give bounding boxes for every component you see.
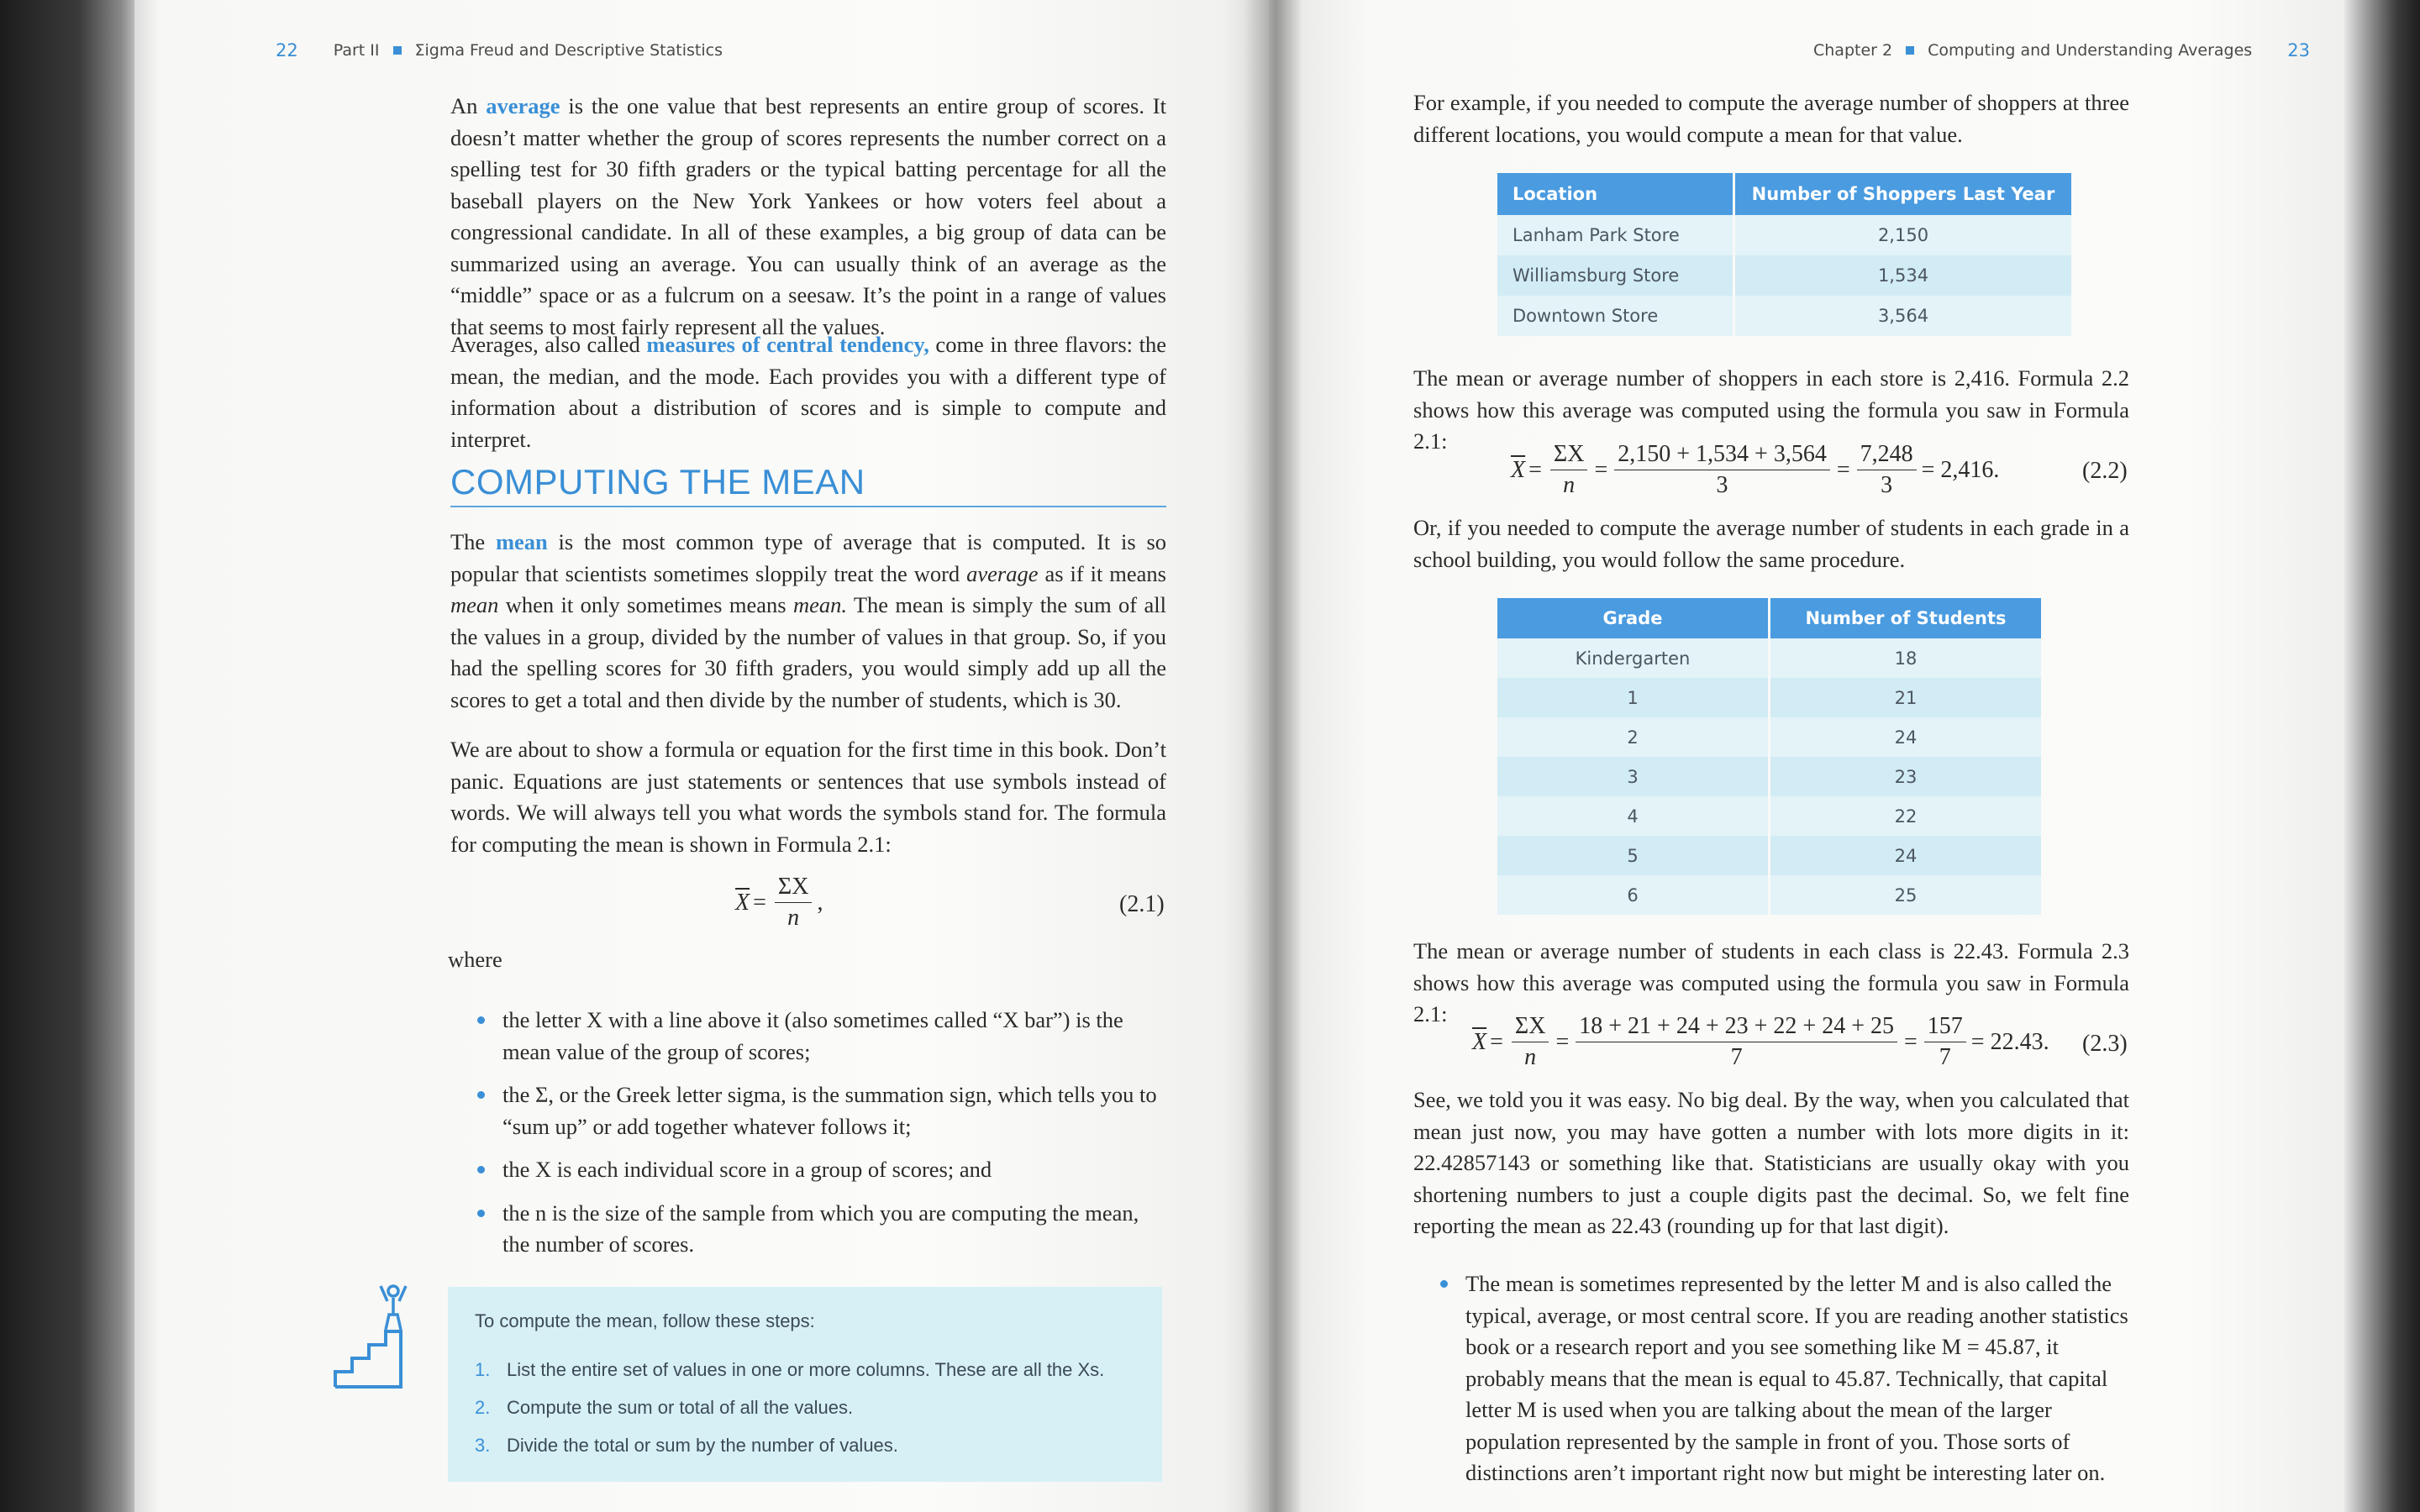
text: the Σ, or the Greek letter sigma, is the summation sign, which tells you to “sum up” or add together whatever follows it; <box>502 1082 1157 1139</box>
part-label: Part II <box>333 41 380 60</box>
book-edge-left <box>0 0 143 1512</box>
table-row <box>1497 215 2071 255</box>
text: the letter X with a line above it (also sometimes called “X bar”) is the mean value of the group of scores; <box>502 1007 1123 1064</box>
step-number: 3. <box>475 1435 491 1456</box>
paragraph-rounding <box>1413 1084 2129 1242</box>
table-cell: 24 <box>1770 836 2042 875</box>
table-cell: Downtown Store <box>1497 296 1734 336</box>
equals-sign: = <box>1903 1028 1918 1055</box>
formula-trail: , <box>817 889 823 916</box>
table-cell: 3 <box>1497 757 1770 796</box>
term-average: average <box>486 93 560 118</box>
steps-callout-box <box>448 1287 1162 1482</box>
fraction <box>1924 1013 1966 1071</box>
numerator: ΣX <box>1550 441 1588 470</box>
numerator: ΣX <box>1512 1013 1549 1042</box>
table-row <box>1497 296 2071 336</box>
table-header-row <box>1497 173 2071 215</box>
text: the n is the size of the sample from which you are computing the mean, the number of scores. <box>502 1200 1139 1257</box>
equation-number-2-1: (2.1) <box>1119 891 1165 917</box>
table-cell: 18 <box>1770 638 2042 678</box>
equation-number-2-2: (2.2) <box>2082 458 2128 484</box>
formula-result: = 22.43. <box>1970 1028 2049 1055</box>
text: Averages, also called <box>450 332 647 357</box>
fraction <box>775 874 813 932</box>
text: The mean is simply the sum of all the values in a group, divided by the number of values in that group. So, if you had the spelling scores for 30 fifth graders, you would simply add up all the scores to get a total and then divide by the number of students, which is 30. <box>450 592 1166 712</box>
shoppers-table <box>1497 173 2071 336</box>
text: The mean or average number of students in each class is 22.43. Formula 2.3 shows how this average was computed using the formula you saw in Formula 2.1: <box>1413 938 2129 1026</box>
table-cell: Kindergarten <box>1497 638 1770 678</box>
list-item <box>450 1079 1166 1142</box>
header-square-icon <box>393 46 402 55</box>
x-bar-symbol: $\overline{X}$ <box>735 889 750 916</box>
step-text: Compute the sum or total of all the values. <box>507 1397 854 1418</box>
list-item <box>1413 1268 2129 1489</box>
table-cell: Lanham Park Store <box>1497 215 1734 255</box>
paragraph-central-tendency <box>450 329 1166 455</box>
formula-2-3 <box>1472 1013 2049 1071</box>
emphasis: average <box>966 560 1039 586</box>
equals-sign: = <box>1555 1028 1570 1055</box>
table-row <box>1497 836 2041 875</box>
x-bar-symbol: $\overline{X}$ <box>1511 456 1526 483</box>
table-header-row <box>1497 598 2041 638</box>
book-edge-right <box>2344 0 2420 1512</box>
column-header: Location <box>1497 173 1734 215</box>
chapter-title: Computing and Understanding Averages <box>1928 41 2253 60</box>
table-cell: 5 <box>1497 836 1770 875</box>
equals-sign: = <box>1836 456 1850 483</box>
equals-sign: = <box>1594 456 1608 483</box>
text: An <box>450 93 487 118</box>
part-title: Σigma Freud and Descriptive Statistics <box>414 41 723 60</box>
denominator: 7 <box>1730 1044 1743 1070</box>
step-number: 1. <box>475 1359 491 1380</box>
column-header: Grade <box>1497 598 1770 638</box>
emphasis: mean <box>450 592 499 617</box>
x-bar-symbol: $\overline{X}$ <box>1472 1028 1487 1055</box>
denominator: n <box>787 905 800 931</box>
text: For example, if you needed to compute the average number of shoppers at three different locations, you would compute a mean for that value. <box>1413 90 2129 147</box>
book-gutter <box>1244 0 1302 1512</box>
numerator: 7,248 <box>1857 441 1917 470</box>
list-item <box>450 1154 1166 1186</box>
text: the X is each individual score in a group of scores; and <box>502 1157 992 1182</box>
table-cell: 4 <box>1497 796 1770 836</box>
text: as if it means <box>1038 560 1166 586</box>
formula-2-1 <box>735 874 823 932</box>
step-item <box>475 1435 1104 1457</box>
paragraph-shoppers-intro <box>1413 87 2129 150</box>
table-row <box>1497 638 2041 678</box>
table-row <box>1497 678 2041 717</box>
text: The <box>450 529 496 554</box>
table-cell: 21 <box>1770 678 2042 717</box>
table-cell: Williamsburg Store <box>1497 255 1734 296</box>
table-cell: 2,150 <box>1734 215 2072 255</box>
right-page-number: 23 <box>2287 40 2310 60</box>
bullet-icon <box>477 1016 485 1024</box>
equals-sign: = <box>1490 1028 1503 1055</box>
header-square-icon <box>1906 46 1914 55</box>
numerator: 18 + 21 + 24 + 23 + 22 + 24 + 25 <box>1576 1013 1897 1042</box>
table-row <box>1497 255 2071 296</box>
column-header: Number of Students <box>1770 598 2042 638</box>
steps-intro: To compute the mean, follow these steps: <box>475 1310 815 1331</box>
paragraph-formula-intro <box>450 734 1166 860</box>
step-text: Divide the total or sum by the number of values. <box>507 1435 898 1456</box>
paragraph-average <box>450 91 1166 343</box>
term-mean: mean <box>495 529 548 554</box>
equation-number-2-3: (2.3) <box>2082 1031 2128 1057</box>
step-item <box>475 1359 1104 1381</box>
bullet-icon <box>477 1091 485 1099</box>
stairs-achievement-icon <box>332 1281 420 1390</box>
denominator: n <box>1524 1044 1537 1070</box>
text: when it only sometimes means <box>498 592 793 617</box>
step-number: 2. <box>475 1397 491 1418</box>
list-item <box>450 1198 1166 1261</box>
paragraph-grade-intro <box>1413 512 2129 575</box>
table-cell: 25 <box>1770 875 2042 915</box>
section-title: COMPUTING THE MEAN <box>450 462 1166 507</box>
denominator: 3 <box>1881 472 1893 498</box>
step-text: List the entire set of values in one or more columns. These are all the Xs. <box>507 1359 1105 1380</box>
text: come in three flavors: the mean, the median, and the mode. Each provides you with a different type of information about a distribution of scores and is simple to compute and interpret. <box>450 332 1166 452</box>
table-row <box>1497 875 2041 915</box>
bullet-icon <box>1440 1280 1448 1288</box>
bullet-icon <box>477 1210 485 1217</box>
chapter-label: Chapter 2 <box>1813 41 1893 60</box>
left-running-header <box>276 40 723 60</box>
denominator: 7 <box>1939 1044 1951 1070</box>
table-cell: 23 <box>1770 757 2042 796</box>
text: is the most common type of average that is computed. It is so popular that scientists sometimes sloppily treat the word <box>450 529 1167 586</box>
text: The mean is sometimes represented by the letter M and is also called the typical, average, or most central score. If you are reading another statistics book or a research report and you see something like M = 45.87, it probably means that the mean is equal to 45.87. Technically, that capital letter M is used when you are talking about the mean of the larger population represented by the sample in front of you. Those sorts of distinctions aren’t important right now but might be interesting later on. <box>1465 1271 2128 1485</box>
denominator: 3 <box>1716 472 1728 498</box>
students-table <box>1497 598 2041 915</box>
column-header: Number of Shoppers Last Year <box>1734 173 2072 215</box>
formula-2-2 <box>1511 441 1999 499</box>
fraction <box>1550 441 1588 499</box>
table-cell: 24 <box>1770 717 2042 757</box>
fraction <box>1576 1013 1897 1071</box>
step-item <box>475 1397 1104 1419</box>
equals-sign: = <box>1528 456 1542 483</box>
bullet-icon <box>477 1166 485 1173</box>
mean-note-list <box>1413 1268 2129 1501</box>
table-cell: 6 <box>1497 875 1770 915</box>
fraction <box>1512 1013 1549 1071</box>
fraction <box>1614 441 1830 499</box>
text: See, we told you it was easy. No big deal. By the way, when you calculated that mean just now, you may have gotten a number with lots more digits in it: 22.42857143 or something like that. Statisticians are usually okay with you shortening numbers to just a couple digits past the decimal. So, we felt fine reporting the mean as 22.43 (rounding up for that last digit). <box>1413 1087 2129 1238</box>
numerator: 2,150 + 1,534 + 3,564 <box>1614 441 1830 470</box>
table-cell: 3,564 <box>1734 296 2072 336</box>
text: The mean or average number of shoppers in each store is 2,416. Formula 2.2 shows how this average was computed using the formula you saw in Formula 2.1: <box>1413 365 2129 454</box>
text: Or, if you needed to compute the average number of students in each grade in a school building, you would follow the same procedure. <box>1413 515 2129 572</box>
definition-list <box>450 1005 1166 1273</box>
left-page-number: 22 <box>276 40 298 60</box>
table-cell: 22 <box>1770 796 2042 836</box>
numerator: 157 <box>1924 1013 1966 1042</box>
table-row <box>1497 796 2041 836</box>
list-item <box>450 1005 1166 1068</box>
where-label: where <box>448 947 502 972</box>
table-row <box>1497 757 2041 796</box>
equals-sign: = <box>753 889 766 916</box>
formula-result: = 2,416. <box>1921 456 2000 483</box>
denominator: n <box>1563 472 1576 498</box>
table-cell: 1,534 <box>1734 255 2072 296</box>
fraction <box>1857 441 1917 499</box>
right-running-header <box>1813 40 2310 60</box>
paragraph-mean-definition <box>450 527 1166 716</box>
emphasis: mean. <box>792 592 847 617</box>
numerator: ΣX <box>775 874 813 903</box>
term-central-tendency: measures of central tendency, <box>646 332 929 357</box>
table-row <box>1497 717 2041 757</box>
table-cell: 2 <box>1497 717 1770 757</box>
text: We are about to show a formula or equation for the first time in this book. Don’t panic. Equations are just statements or sentences that use symbols instead of words. We will always tell you what words the symbols stand for. The formula for computing the mean is shown in Formula 2.1: <box>450 737 1166 857</box>
steps-list <box>475 1359 1104 1473</box>
text: is the one value that best represents an entire group of scores. It doesn’t matter whether the group of scores represents the number correct on a spelling test for 30 fifth graders or the typical batting percentage for all the baseball players on the New York Yankees or how voters feel about a congressional candidate. In all of these examples, a big group of data can be summarized using an average. You can usually think of an average as the “middle” space or as a fulcrum on a seesaw. It’s the point in a range of values that seems to most fairly represent all the values. <box>450 93 1166 339</box>
table-cell: 1 <box>1497 678 1770 717</box>
